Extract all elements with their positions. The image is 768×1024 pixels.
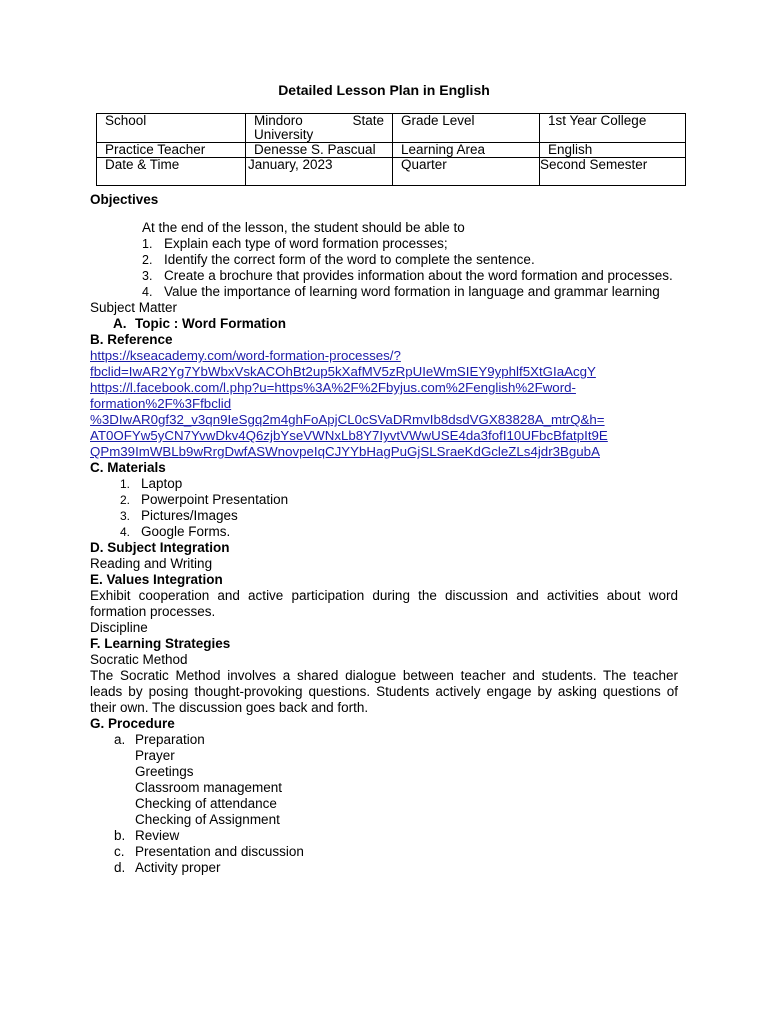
- area-label: Learning Area: [393, 143, 540, 158]
- reference-link[interactable]: fbclid=IwAR2Yg7YbWbxVskACOhBt2up5kXafMV5zRpUIeWmSIEY9yphlf5XtGIaAcgY: [90, 364, 596, 379]
- procedure-letter: b.: [114, 828, 126, 843]
- topic-number: A.: [113, 316, 127, 331]
- procedure-text: Review: [135, 828, 180, 843]
- procedure-list: [90, 732, 678, 748]
- material-number: 1.: [120, 477, 131, 491]
- subject-integration-heading: D. Subject Integration: [90, 540, 230, 555]
- objective-number: 2.: [142, 253, 153, 267]
- values-integration-discipline: Discipline: [90, 620, 148, 635]
- subject-matter-heading: Subject Matter: [90, 300, 178, 315]
- procedure-item: [114, 828, 678, 844]
- teacher-value: Denesse S. Pascual: [246, 143, 393, 158]
- objective-number: 1.: [142, 237, 153, 251]
- procedure-heading: G. Procedure: [90, 716, 175, 731]
- procedure-letter: a.: [114, 732, 126, 747]
- area-value: English: [540, 143, 686, 158]
- objectives-list: [90, 236, 678, 300]
- teacher-label: Practice Teacher: [97, 143, 246, 158]
- material-number: 4.: [120, 525, 131, 539]
- procedure-item: [114, 860, 678, 876]
- values-integration-heading: E. Values Integration: [90, 572, 223, 587]
- objective-item: [142, 268, 678, 284]
- learning-strategies-heading: F. Learning Strategies: [90, 636, 231, 651]
- materials-heading: C. Materials: [90, 460, 166, 475]
- objective-text: Value the importance of learning word formation in language and grammar learning: [164, 284, 660, 299]
- preparation-subitems: [90, 748, 678, 828]
- objective-text: Explain each type of word formation processes;: [164, 236, 448, 251]
- info-row-school: [97, 114, 686, 143]
- preparation-subitem: Classroom management: [135, 780, 283, 795]
- material-item: [120, 476, 678, 492]
- info-row-teacher: [97, 143, 686, 158]
- quarter-value: Second Semester: [540, 158, 686, 186]
- reference-link[interactable]: %3DIwAR0gf32_v3qn9IeSgq2m4ghFoApjCL0cSVaDRmvIb8dsdVGX83828A_mtrQ&h=: [90, 412, 605, 427]
- grade-label: Grade Level: [393, 114, 540, 143]
- objective-text: Identify the correct form of the word to complete the sentence.: [164, 252, 535, 267]
- material-number: 3.: [120, 509, 131, 523]
- preparation-subitem: Prayer: [135, 748, 175, 763]
- material-text: Google Forms.: [141, 524, 231, 539]
- material-text: Laptop: [141, 476, 183, 491]
- objective-number: 3.: [142, 269, 153, 283]
- school-label: School: [97, 114, 246, 143]
- document-title: Detailed Lesson Plan in English: [278, 82, 490, 98]
- topic-text: Topic : Word Formation: [135, 316, 286, 331]
- objective-item: [142, 284, 678, 300]
- school-value-part3: University: [254, 127, 314, 142]
- lesson-info-table: [96, 113, 686, 186]
- quarter-label: Quarter: [393, 158, 540, 186]
- procedure-letter: c.: [114, 844, 125, 859]
- learning-strategies-text: The Socratic Method involves a shared dialogue between teacher and students. The teacher leads by posing thought-provoking questions. Students actively engage by asking questions of their own. The discussion goes back and forth.: [90, 668, 678, 715]
- school-value: [246, 114, 393, 143]
- objective-item: [142, 252, 678, 268]
- preparation-subitem: Checking of attendance: [135, 796, 277, 811]
- procedure-item: [114, 732, 678, 748]
- material-text: Pictures/Images: [141, 508, 238, 523]
- date-label: Date & Time: [97, 158, 246, 186]
- learning-strategies-method: Socratic Method: [90, 652, 188, 667]
- values-integration-text: Exhibit cooperation and active participation during the discussion and activities about word formation processes.: [90, 588, 678, 619]
- objectives-intro: At the end of the lesson, the student should be able to: [142, 220, 465, 235]
- reference-link[interactable]: formation%2F%3Ffbclid: [90, 396, 232, 411]
- preparation-subitem: Checking of Assignment: [135, 812, 280, 827]
- objective-number: 4.: [142, 285, 153, 299]
- reference-link[interactable]: https://kseacademy.com/word-formation-processes/?: [90, 348, 401, 363]
- subject-integration-text: Reading and Writing: [90, 556, 213, 571]
- procedure-text: Activity proper: [135, 860, 221, 875]
- material-number: 2.: [120, 493, 131, 507]
- preparation-subitem: Greetings: [135, 764, 194, 779]
- date-value: January, 2023: [246, 158, 393, 186]
- procedure-item: [114, 844, 678, 860]
- grade-value: 1st Year College: [540, 114, 686, 143]
- procedure-list-continued: [90, 828, 678, 876]
- procedure-text: Preparation: [135, 732, 205, 747]
- lesson-content: [90, 192, 678, 876]
- procedure-letter: d.: [114, 860, 126, 875]
- objectives-heading: Objectives: [90, 192, 159, 207]
- reference-link[interactable]: QPm39ImWBLb9wRrgDwfASWnovpeIqCJYYbHagPuGjSLSraeKdGcleZLs4jdr3BgubA: [90, 444, 600, 459]
- reference-heading: B. Reference: [90, 332, 173, 347]
- reference-link[interactable]: AT0OFYw5yCN7YvwDkv4Q6zjbYseVWNxLb8Y7IyvtVWwUSE4da3fofI10UFbcBfatpIt9E: [90, 428, 608, 443]
- procedure-text: Presentation and discussion: [135, 844, 304, 859]
- objective-text: Create a brochure that provides information about the word formation and processes.: [164, 268, 673, 283]
- material-item: [120, 492, 678, 508]
- material-item: [120, 524, 678, 540]
- materials-list: [90, 476, 678, 540]
- school-value-part1: Mindoro: [254, 113, 303, 128]
- material-text: Powerpoint Presentation: [141, 492, 289, 507]
- topic-line: [90, 316, 678, 332]
- reference-link[interactable]: https://l.facebook.com/l.php?u=https%3A%2F%2Fbyjus.com%2Fenglish%2Fword-: [90, 380, 576, 395]
- school-value-part2: State: [352, 113, 384, 128]
- material-item: [120, 508, 678, 524]
- objective-item: [142, 236, 678, 252]
- info-row-date: [97, 158, 686, 186]
